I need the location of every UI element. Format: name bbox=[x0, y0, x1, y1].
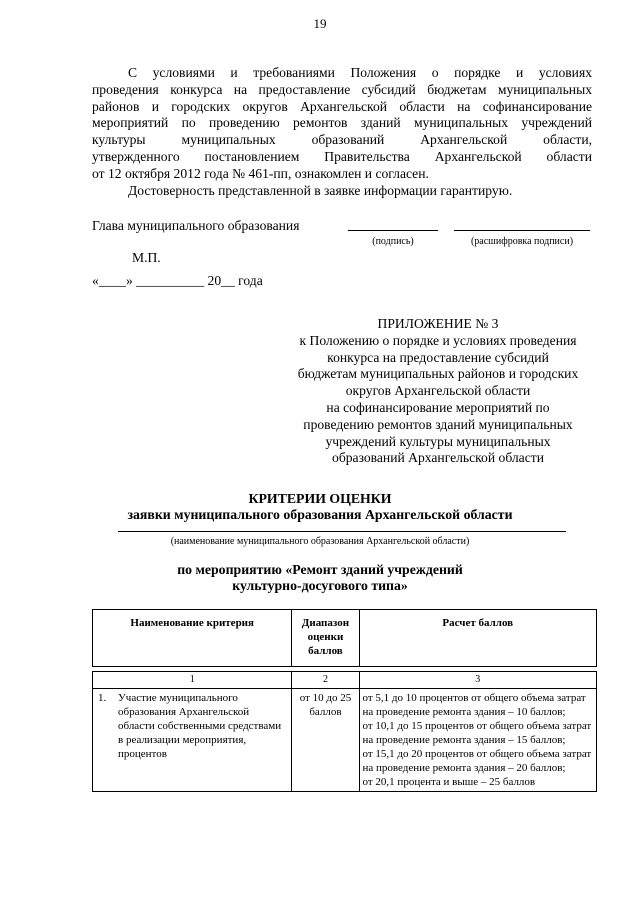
header-score-calc: Расчет баллов bbox=[359, 610, 596, 667]
statement-line: мероприятий по проведению ремонтов зданий муниципальных учреждений bbox=[92, 115, 592, 131]
table-header-row bbox=[93, 610, 597, 667]
statement-line: проведения конкурса на предоставление субсидий бюджетам муниципальных bbox=[92, 81, 592, 97]
criteria-table bbox=[92, 609, 597, 792]
signature-label: Глава муниципального образования bbox=[92, 218, 300, 233]
measure-heading bbox=[0, 562, 640, 594]
criterion-name: Участие муниципального образования Архангельской области собственными средствами в реализации мероприятия, процентов bbox=[118, 692, 282, 760]
header-criterion-name: Наименование критерия bbox=[93, 610, 292, 667]
appendix-line: к Положению о порядке и условиях проведения bbox=[299, 332, 577, 348]
criterion-cell bbox=[93, 689, 292, 792]
appendix-title: ПРИЛОЖЕНИЕ № 3 bbox=[377, 316, 499, 331]
signature-caption: (подпись) bbox=[372, 236, 414, 247]
org-name-line bbox=[118, 531, 566, 532]
table-row bbox=[93, 689, 597, 792]
statement-line: утвержденного постановлением Правительства Архангельской области bbox=[92, 148, 592, 164]
criteria-title: КРИТЕРИИ ОЦЕНКИ bbox=[248, 491, 392, 506]
criteria-heading bbox=[0, 491, 640, 523]
score-calc-line: от 10,1 до 15 процентов от общего объема затрат на проведение ремонта здания – 15 баллов; bbox=[362, 720, 592, 746]
signature-line bbox=[348, 230, 438, 231]
score-calc-line: от 15,1 до 20 процентов от общего объема затрат на проведение ремонта здания – 20 баллов; bbox=[362, 748, 592, 774]
statement-line: культуры муниципальных образований Архангельской области, bbox=[92, 132, 592, 148]
statement-line: С условиями и требованиями Положения о порядке и условиях bbox=[128, 65, 592, 80]
measure-line: культурно-досугового типа» bbox=[232, 578, 408, 593]
column-number: 3 bbox=[359, 672, 596, 689]
column-number: 2 bbox=[292, 672, 359, 689]
criterion-number: 1. bbox=[98, 692, 107, 704]
date-line: «____» __________ 20__ года bbox=[92, 273, 263, 288]
header-score-range: Диапазон оценки баллов bbox=[292, 610, 359, 667]
appendix-line: бюджетам муниципальных районов и городских bbox=[297, 366, 579, 382]
appendix-line: проведению ремонтов зданий муниципальных bbox=[303, 416, 573, 432]
signature-decode-line bbox=[454, 230, 590, 231]
score-calc-cell bbox=[359, 689, 596, 792]
score-range: от 10 до 25 баллов bbox=[292, 689, 359, 792]
score-calc-line: от 20,1 процента и выше – 25 баллов bbox=[362, 776, 536, 788]
appendix-line: образований Архангельской области bbox=[332, 450, 544, 466]
column-number: 1 bbox=[93, 672, 292, 689]
guarantee-line: Достоверность представленной в заявке информации гарантирую. bbox=[128, 182, 513, 198]
column-number-row bbox=[93, 672, 597, 689]
appendix-line: конкурса на предоставление субсидий bbox=[327, 349, 549, 365]
appendix-line: округов Архангельской области bbox=[345, 383, 531, 399]
signature-decode-caption: (расшифровка подписи) bbox=[470, 236, 574, 247]
stamp-label: М.П. bbox=[132, 250, 161, 265]
statement-paragraph bbox=[92, 65, 592, 199]
score-calc-line: от 5,1 до 10 процентов от общего объема затрат на проведение ремонта здания – 10 баллов; bbox=[362, 692, 586, 718]
appendix-line: учреждений культуры муниципальных bbox=[325, 433, 551, 449]
appendix-block bbox=[284, 316, 592, 467]
criteria-subtitle: заявки муниципального образования Архангельской области bbox=[127, 507, 513, 522]
page-number: 19 bbox=[313, 16, 327, 31]
appendix-line: на софинансирование мероприятий по bbox=[326, 399, 550, 415]
statement-line: от 12 октября 2012 года № 461-пп, ознакомлен и согласен. bbox=[92, 165, 429, 181]
statement-line: районов и городских округов Архангельской области на софинансирование bbox=[92, 98, 592, 114]
org-name-caption: (наименование муниципального образования Архангельской области) bbox=[170, 536, 470, 547]
measure-line: по мероприятию «Ремонт зданий учреждений bbox=[177, 562, 463, 577]
